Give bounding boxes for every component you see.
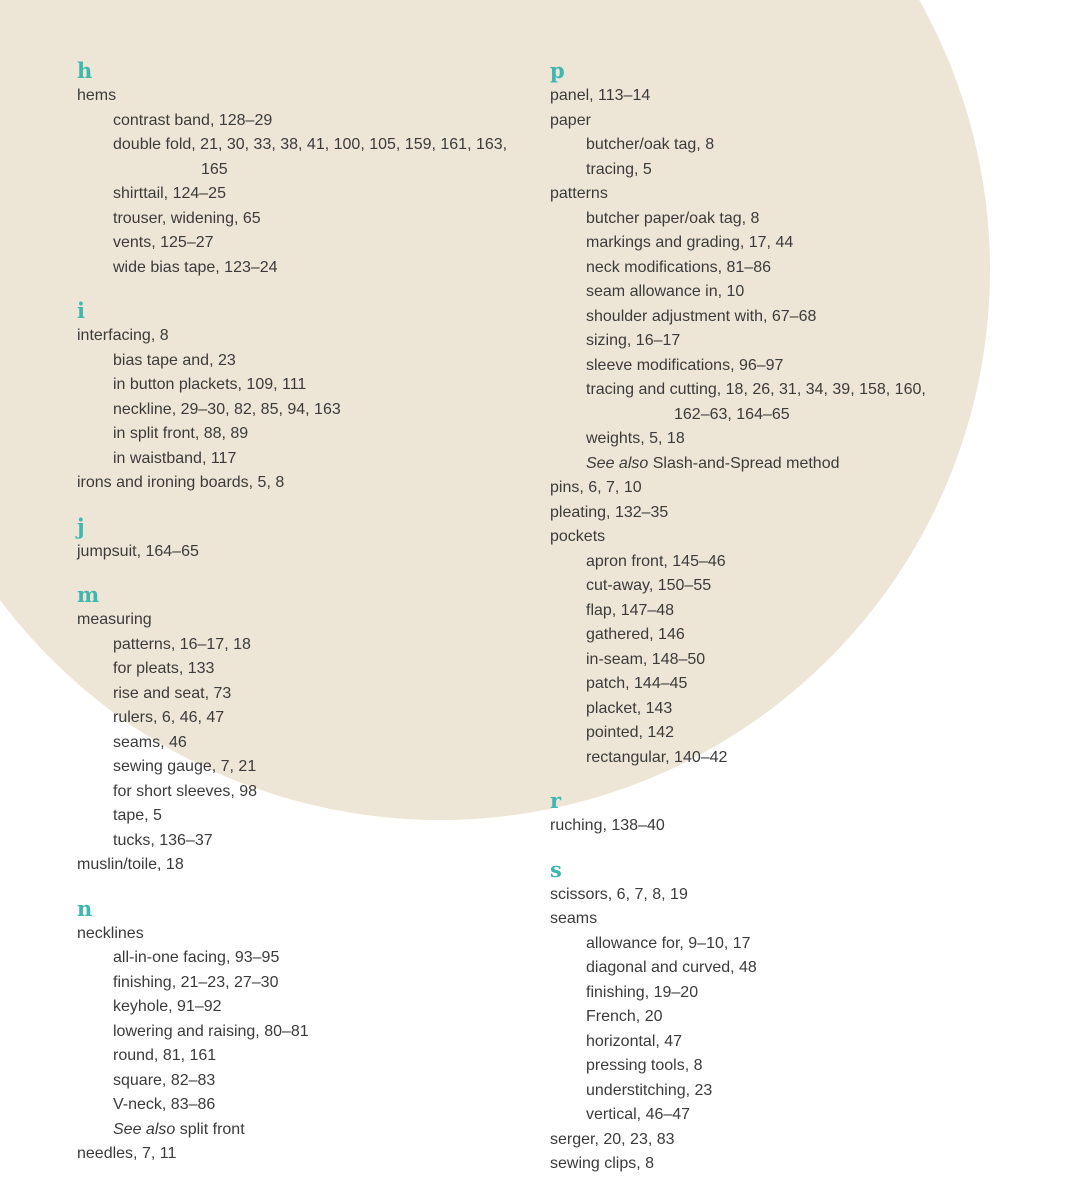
index-subentry: in button plackets, 109, 111 [113,376,307,393]
index-subentry: vertical, 46–47 [586,1106,691,1123]
index-subentry: tucks, 136–37 [113,831,213,849]
section-letter: i [77,298,85,323]
index-subentry: double fold, 21, 30, 33, 38, 41, 100, 105, 159, 161, 163, [113,136,508,153]
index-section-i [77,298,537,496]
index-section-p [550,58,970,770]
index-entry: pins, 6, 7, 10 [550,479,642,496]
index-subentry: finishing, 21–23, 27–30 [113,973,279,991]
index-entry: needles, 7, 11 [77,1145,177,1162]
index-entry: irons and ironing boards, 5, 8 [77,474,285,491]
index-subentry: for short sleeves, 98 [113,782,258,800]
index-subentry: neckline, 29–30, 82, 85, 94, 163 [113,400,341,418]
index-subentry: tracing and cutting, 18, 26, 31, 34, 39, 158, 160, [586,381,926,398]
section-letter: n [77,895,93,921]
index-subentry: keyhole, 91–92 [113,998,222,1015]
index-subentry: V-neck, 83–86 [113,1096,216,1113]
index-subentry: understitching, 23 [586,1081,713,1099]
index-subentry: shirttail, 124–25 [113,185,226,202]
index-subentry: shoulder adjustment with, 67–68 [586,307,817,325]
index-subentry: placket, 143 [586,699,673,717]
index-subentry: all-in-one facing, 93–95 [113,949,280,966]
index-subentry: round, 81, 161 [113,1047,217,1064]
index-entry: seams [550,910,598,927]
index-subentry: finishing, 19–20 [586,983,699,1001]
index-entry: panel, 113–14 [550,87,651,104]
index-continuation: 165 [201,160,228,178]
see-also-target: Slash-and-Spread method [652,454,840,472]
index-subentry: butcher paper/oak tag, 8 [586,209,760,227]
section-letter: h [77,58,93,83]
index-entry: interfacing, 8 [77,327,169,344]
index-subentry: wide bias tape, 123–24 [113,258,278,276]
index-section-j [77,514,537,565]
index-subentry: allowance for, 9–10, 17 [586,934,751,952]
index-subentry: trouser, widening, 65 [113,209,261,227]
index-entry: measuring [77,611,152,628]
index-subentry: patch, 144–45 [586,675,688,692]
index-section-n [77,896,537,1167]
index-subentry: flap, 147–48 [586,601,675,619]
index-entry: patterns [550,185,608,202]
index-subentry: neck modifications, 81–86 [586,258,771,276]
section-letter: r [550,788,562,813]
index-entry: scissors, 6, 7, 8, 19 [550,885,688,903]
index-subentry: sizing, 16–17 [586,332,681,349]
index-subentry: in split front, 88, 89 [113,425,249,442]
index-subentry: sleeve modifications, 96–97 [586,356,784,374]
index-subentry: butcher/oak tag, 8 [586,136,715,153]
index-section-r [550,788,970,839]
index-section-h [77,58,537,280]
index-subentry: French, 20 [586,1008,663,1025]
index-subentry: square, 82–83 [113,1071,216,1089]
index-subentry: vents, 125–27 [113,234,214,251]
index-subentry: bias tape and, 23 [113,351,236,369]
index-entry: sewing clips, 8 [550,1155,655,1172]
index-entry: jumpsuit, 164–65 [77,542,199,560]
index-entry: paper [550,111,591,129]
index-subentry: rise and seat, 73 [113,684,232,702]
index-entry: pleating, 132–35 [550,503,669,521]
index-entry: necklines [77,924,144,942]
index-subentry: lowering and raising, 80–81 [113,1022,309,1040]
index-entry: hems [77,87,117,104]
index-subentry: in waistband, 117 [113,449,237,467]
see-also-label: See also [113,1120,176,1138]
index-column-left [77,58,537,1167]
see-also-label: See also [586,454,649,472]
section-letter: s [550,856,562,882]
index-subentry: pointed, 142 [586,724,675,741]
index-subentry: in-seam, 148–50 [586,650,706,668]
index-subentry: apron front, 145–46 [586,552,726,570]
index-subentry: rulers, 6, 46, 47 [113,709,225,726]
index-section-s [550,857,970,1177]
index-subentry: cut-away, 150–55 [586,577,712,594]
section-letter: j [77,513,85,539]
index-subentry: diagonal and curved, 48 [586,959,757,976]
index-subentry: tape, 5 [113,807,162,824]
index-subentry: rectangular, 140–42 [586,748,728,766]
see-also-target: split front [179,1120,245,1138]
index-subentry: markings and grading, 17, 44 [586,234,794,251]
index-subentry: seams, 46 [113,733,187,751]
index-subentry: patterns, 16–17, 18 [113,635,251,653]
index-subentry: tracing, 5 [586,160,652,178]
index-subentry: pressing tools, 8 [586,1057,703,1074]
index-subentry: seam allowance in, 10 [586,283,745,300]
index-subentry: weights, 5, 18 [586,430,685,447]
index-entry: muslin/toile, 18 [77,856,184,873]
index-subentry [550,452,970,477]
index-column-right [550,58,970,1177]
index-subentry: sewing gauge, 7, 21 [113,758,257,775]
index-subentry: gathered, 146 [586,626,685,643]
index-subentry: horizontal, 47 [586,1032,683,1050]
index-entry: pockets [550,528,606,545]
index-continuation: 162–63, 164–65 [674,405,790,423]
index-section-m [77,582,537,878]
index-entry: ruching, 138–40 [550,817,665,834]
index-subentry: contrast band, 128–29 [113,111,273,129]
index-subentry [77,1118,537,1143]
index-subentry: for pleats, 133 [113,660,215,677]
section-letter: p [550,58,565,83]
index-entry: serger, 20, 23, 83 [550,1130,675,1148]
section-letter: m [77,582,100,607]
